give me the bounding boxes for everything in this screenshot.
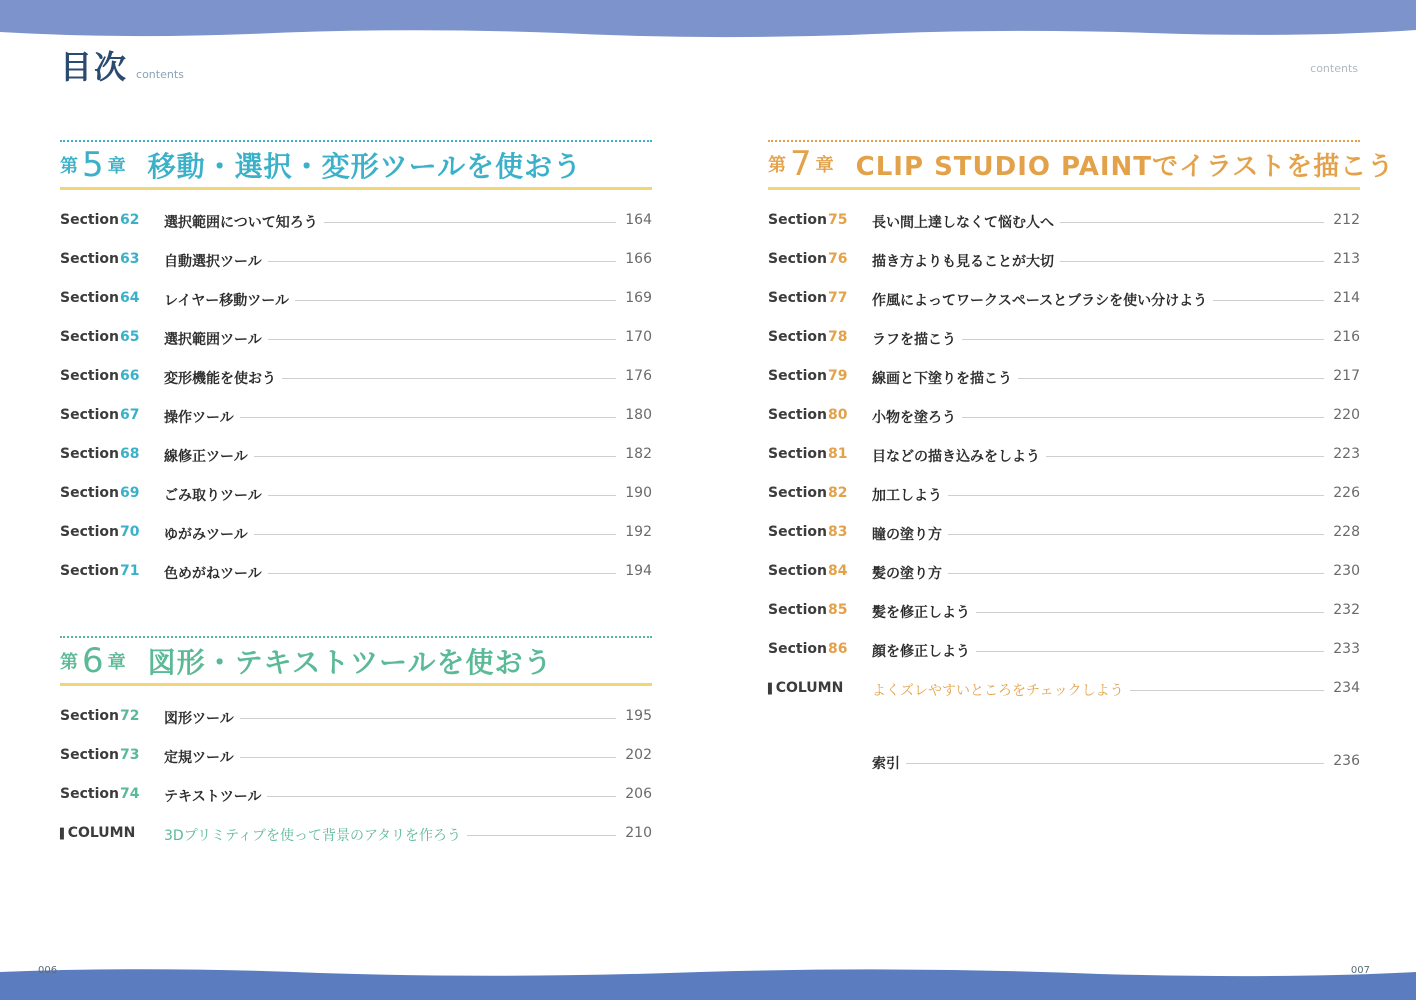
section-label: Section	[60, 251, 119, 267]
page-number: 166	[625, 251, 652, 267]
page-number: 220	[1333, 407, 1360, 423]
section-number: 86	[828, 641, 848, 657]
chapter-top-rule	[60, 140, 652, 142]
section-number: 74	[120, 786, 140, 802]
section-label: Section	[60, 290, 119, 306]
entry-title: 線画と下塗りを描こう	[872, 368, 1018, 388]
toc-entry[interactable]	[768, 602, 1360, 641]
column-label	[60, 825, 164, 841]
section-label: Section	[768, 407, 827, 423]
chapter-6-block	[60, 636, 652, 864]
toc-entries	[768, 212, 1360, 719]
section-number: 79	[828, 368, 848, 384]
page-number: 202	[625, 747, 652, 763]
page-number: 182	[625, 446, 652, 462]
toc-entry[interactable]	[60, 524, 652, 563]
entry-title: 顔を修正しよう	[872, 641, 976, 661]
toc-entry[interactable]	[768, 485, 1360, 524]
toc-entry[interactable]	[768, 251, 1360, 290]
section-number: 85	[828, 602, 848, 618]
chapter-suffix: 章	[107, 156, 126, 177]
leader-line	[948, 485, 1324, 496]
entry-title: テキストツール	[164, 786, 267, 806]
page-number: 230	[1333, 563, 1360, 579]
entry-title: レイヤー移動ツール	[164, 290, 295, 310]
leader-line	[240, 708, 616, 719]
header-right-label: contents	[1310, 62, 1358, 75]
section-label: Section	[60, 407, 119, 423]
page-number: 169	[625, 290, 652, 306]
toc-entry[interactable]	[60, 708, 652, 747]
page-number: 228	[1333, 524, 1360, 540]
section-number: 76	[828, 251, 848, 267]
chapter-heading	[768, 140, 1395, 190]
leader-line	[1060, 251, 1324, 262]
toc-entry[interactable]	[768, 329, 1360, 368]
entry-title: 3Dプリミティブを使って背景のアタリを作ろう	[164, 825, 467, 845]
leader-line	[1018, 368, 1324, 379]
leader-line	[295, 290, 616, 301]
page-number: 170	[625, 329, 652, 345]
page-number: 212	[1333, 212, 1360, 228]
leader-line	[268, 563, 616, 574]
section-number: 83	[828, 524, 848, 540]
chapter-title: 図形・テキストツールを使おう	[147, 646, 553, 679]
section-label: Section	[60, 563, 119, 579]
section-number: 68	[120, 446, 140, 462]
section-label: Section	[60, 212, 119, 228]
leader-line	[254, 524, 616, 535]
page-number: 195	[625, 708, 652, 724]
index-page: 236	[1333, 753, 1360, 769]
section-label: Section	[768, 446, 827, 462]
page-number: 206	[625, 786, 652, 802]
toc-entry[interactable]	[60, 212, 652, 251]
section-label: Section	[60, 524, 119, 540]
page-number: 216	[1333, 329, 1360, 345]
entry-title: 小物を塗ろう	[872, 407, 962, 427]
toc-entry[interactable]	[768, 446, 1360, 485]
section-label: Section	[60, 368, 119, 384]
leader-line	[962, 329, 1324, 340]
section-number: 78	[828, 329, 848, 345]
chapter-top-rule	[60, 636, 652, 638]
entry-title: 髪を修正しよう	[872, 602, 976, 622]
chapter-prefix: 第	[768, 155, 786, 176]
entry-title: 自動選択ツール	[164, 251, 268, 271]
section-number: 70	[120, 524, 140, 540]
chapter-5-block	[60, 140, 652, 602]
chapter-underline	[60, 187, 652, 190]
entry-title: 描き方よりも見ることが大切	[872, 251, 1060, 271]
leader-line	[1130, 680, 1324, 691]
section-label: Section	[768, 368, 827, 384]
column-entry[interactable]	[60, 825, 652, 864]
page-number: 176	[625, 368, 652, 384]
chapter-number: 6	[82, 641, 104, 681]
section-number: 64	[120, 290, 140, 306]
section-label: Section	[768, 524, 827, 540]
section-label: Section	[768, 563, 827, 579]
toc-entry[interactable]	[768, 368, 1360, 407]
section-number: 84	[828, 563, 848, 579]
page-number: 194	[625, 563, 652, 579]
chapter-prefix: 第	[60, 156, 78, 177]
page-number: 217	[1333, 368, 1360, 384]
page-title-sub: contents	[136, 68, 184, 81]
column-label-text: COLUMN	[67, 825, 136, 841]
leader-line	[1213, 290, 1324, 301]
section-number: 71	[120, 563, 140, 579]
toc-entry[interactable]	[60, 329, 652, 368]
leader-line	[976, 641, 1324, 652]
leader-line	[1060, 212, 1324, 223]
top-decorative-band	[0, 0, 1416, 40]
column-label-text: COLUMN	[775, 680, 844, 696]
leader-line	[240, 407, 616, 418]
page-number: 210	[625, 825, 652, 841]
section-number: 81	[828, 446, 848, 462]
leader-line	[254, 446, 616, 457]
toc-entry[interactable]	[60, 290, 652, 329]
leader-line	[962, 407, 1324, 418]
section-number: 82	[828, 485, 848, 501]
folio-left: 006	[38, 965, 58, 976]
section-label: Section	[60, 329, 119, 345]
chapter-heading	[60, 140, 652, 190]
entry-title: 作風によってワークスペースとブラシを使い分けよう	[872, 290, 1213, 310]
leader-line	[268, 329, 616, 340]
section-label: Section	[60, 786, 119, 802]
index-title: 索引	[872, 753, 906, 773]
chapter-suffix: 章	[107, 652, 126, 673]
toc-entry[interactable]	[60, 446, 652, 485]
page-number: 214	[1333, 290, 1360, 306]
column-entry[interactable]	[768, 680, 1360, 719]
toc-entry[interactable]	[768, 641, 1360, 680]
toc-entry[interactable]	[60, 485, 652, 524]
toc-entries	[60, 708, 652, 864]
chapter-underline	[60, 683, 652, 686]
chapter-prefix: 第	[60, 652, 78, 673]
section-number: 80	[828, 407, 848, 423]
page-title	[60, 42, 184, 88]
leader-line	[467, 825, 616, 836]
section-number: 77	[828, 290, 848, 306]
page-number: 180	[625, 407, 652, 423]
section-label: Section	[60, 708, 119, 724]
toc-entry[interactable]	[60, 563, 652, 602]
chapter-number: 7	[790, 144, 812, 184]
chapter-underline	[768, 187, 1360, 190]
section-number: 67	[120, 407, 140, 423]
page-number: 234	[1333, 680, 1360, 696]
section-label: Section	[60, 747, 119, 763]
index-entry-wrap	[768, 753, 1360, 792]
page-title-main: 目次	[60, 48, 129, 86]
entry-title: 目などの描き込みをしよう	[872, 446, 1046, 466]
chapter-7-block	[768, 140, 1395, 792]
toc-entry[interactable]	[60, 407, 652, 446]
section-number: 72	[120, 708, 140, 724]
chapter-label	[60, 641, 553, 681]
section-label: Section	[60, 446, 119, 462]
toc-entry[interactable]	[60, 368, 652, 407]
section-label: Section	[768, 641, 827, 657]
section-label: Section	[768, 329, 827, 345]
entry-title: 選択範囲について知ろう	[164, 212, 324, 232]
chapter-suffix: 章	[815, 155, 834, 176]
section-label: Section	[768, 212, 827, 228]
folio-right: 007	[1350, 965, 1370, 976]
section-label: Section	[768, 290, 827, 306]
page-number: 192	[625, 524, 652, 540]
section-label: Section	[768, 485, 827, 501]
chapter-title: CLIP STUDIO PAINTでイラストを描こう	[855, 151, 1395, 182]
section-number: 69	[120, 485, 140, 501]
entry-title: 瞳の塗り方	[872, 524, 948, 544]
index-entry[interactable]	[768, 753, 1360, 792]
column-label	[768, 680, 872, 696]
leader-line	[1046, 446, 1324, 457]
toc-entry[interactable]	[60, 251, 652, 290]
bottom-decorative-band	[0, 964, 1416, 1000]
toc-entry[interactable]	[768, 212, 1360, 251]
chapter-top-rule	[768, 140, 1360, 142]
chapter-title: 移動・選択・変形ツールを使おう	[147, 150, 583, 183]
leader-line	[267, 786, 616, 797]
entry-title: 選択範囲ツール	[164, 329, 268, 349]
entry-title: よくズレやすいところをチェックしよう	[872, 680, 1130, 700]
section-label: Section	[60, 485, 119, 501]
toc-entry[interactable]	[768, 290, 1360, 329]
page-number: 164	[625, 212, 652, 228]
entry-title: 色めがねツール	[164, 563, 268, 583]
leader-line	[268, 251, 616, 262]
page-number: 223	[1333, 446, 1360, 462]
entry-title: 変形機能を使おう	[164, 368, 282, 388]
entry-title: ラフを描こう	[872, 329, 962, 349]
toc-entries	[60, 212, 652, 602]
entry-title: 加工しよう	[872, 485, 948, 505]
toc-entry[interactable]	[768, 524, 1360, 563]
entry-title: ゆがみツール	[164, 524, 254, 544]
leader-line	[906, 753, 1324, 764]
toc-entry[interactable]	[768, 407, 1360, 446]
section-number: 75	[828, 212, 848, 228]
section-number: 65	[120, 329, 140, 345]
section-number: 66	[120, 368, 140, 384]
entry-title: 操作ツール	[164, 407, 240, 427]
entry-title: 図形ツール	[164, 708, 240, 728]
column-marker-icon: ▌	[768, 684, 776, 695]
entry-title: ごみ取りツール	[164, 485, 268, 505]
leader-line	[268, 485, 616, 496]
chapter-label	[768, 145, 1394, 183]
toc-entry[interactable]	[768, 563, 1360, 602]
leader-line	[282, 368, 616, 379]
page-number: 190	[625, 485, 652, 501]
section-number: 63	[120, 251, 140, 267]
section-label: Section	[768, 602, 827, 618]
entry-title: 長い間上達しなくて悩む人へ	[872, 212, 1060, 232]
entry-title: 定規ツール	[164, 747, 240, 767]
toc-entry[interactable]	[60, 786, 652, 825]
chapter-number: 5	[82, 145, 104, 185]
leader-line	[240, 747, 616, 758]
section-number: 62	[120, 212, 140, 228]
leader-line	[324, 212, 616, 223]
leader-line	[948, 524, 1324, 535]
chapter-heading	[60, 636, 652, 686]
toc-entry[interactable]	[60, 747, 652, 786]
entry-title: 線修正ツール	[164, 446, 254, 466]
leader-line	[948, 563, 1324, 574]
page-number: 213	[1333, 251, 1360, 267]
chapter-label	[60, 145, 582, 185]
page-number: 232	[1333, 602, 1360, 618]
page-number: 226	[1333, 485, 1360, 501]
leader-line	[976, 602, 1324, 613]
section-label: Section	[768, 251, 827, 267]
entry-title: 髪の塗り方	[872, 563, 948, 583]
page-number: 233	[1333, 641, 1360, 657]
section-number: 73	[120, 747, 140, 763]
column-marker-icon: ▌	[60, 829, 68, 840]
